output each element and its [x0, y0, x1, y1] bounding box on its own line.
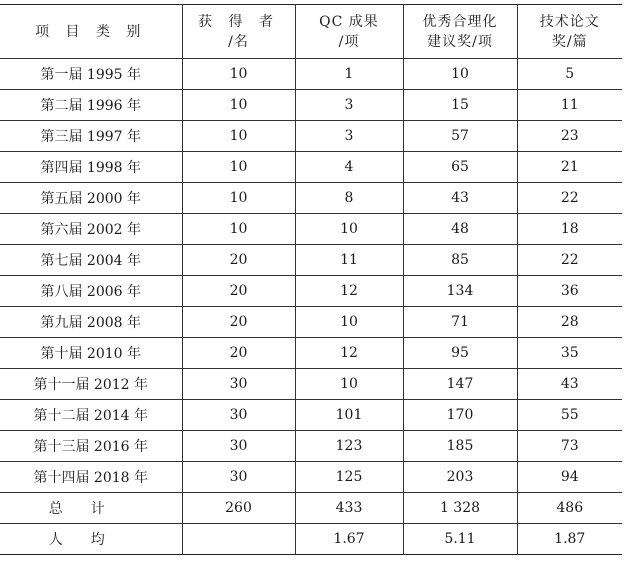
papers-cell: 23 [517, 121, 622, 152]
average-suggestions: 5.11 [403, 524, 517, 555]
header-suggestions [403, 5, 517, 59]
table-row [0, 307, 622, 338]
papers-cell: 55 [517, 400, 622, 431]
header-qc-line2: /项 [338, 33, 360, 50]
table-row [0, 338, 622, 369]
row-label: 第十届 2010 年 [0, 338, 182, 369]
papers-cell: 18 [517, 214, 622, 245]
average-row [0, 524, 622, 555]
table-row [0, 90, 622, 121]
qc-cell: 3 [295, 121, 403, 152]
table-row [0, 431, 622, 462]
row-label: 第十四届 2018 年 [0, 462, 182, 493]
total-suggestions: 1 328 [403, 493, 517, 524]
row-label: 第二届 1996 年 [0, 90, 182, 121]
row-label: 第十三届 2016 年 [0, 431, 182, 462]
winners-cell: 10 [182, 59, 295, 90]
table-row [0, 369, 622, 400]
average-papers: 1.87 [517, 524, 622, 555]
table-row [0, 121, 622, 152]
header-suggestions-line2: 建议奖/项 [427, 33, 493, 50]
suggestions-cell: 71 [403, 307, 517, 338]
row-label: 第三届 1997 年 [0, 121, 182, 152]
header-winners [182, 5, 295, 59]
papers-cell: 28 [517, 307, 622, 338]
winners-cell: 20 [182, 276, 295, 307]
row-label: 第四届 1998 年 [0, 152, 182, 183]
qc-cell: 101 [295, 400, 403, 431]
header-papers-line2: 奖/篇 [551, 33, 588, 50]
qc-cell: 3 [295, 90, 403, 121]
header-row [0, 5, 622, 59]
header-winners-line1: 获 得 者 [198, 13, 279, 30]
qc-cell: 123 [295, 431, 403, 462]
qc-cell: 125 [295, 462, 403, 493]
header-papers-line1: 技术论文 [539, 13, 600, 30]
papers-cell: 43 [517, 369, 622, 400]
suggestions-cell: 185 [403, 431, 517, 462]
winners-cell: 10 [182, 121, 295, 152]
winners-cell: 20 [182, 307, 295, 338]
row-label: 第五届 2000 年 [0, 183, 182, 214]
winners-cell: 10 [182, 214, 295, 245]
winners-cell: 10 [182, 183, 295, 214]
qc-cell: 10 [295, 307, 403, 338]
qc-cell: 1 [295, 59, 403, 90]
table-row [0, 245, 622, 276]
table-row [0, 214, 622, 245]
papers-cell: 22 [517, 245, 622, 276]
table-row [0, 183, 622, 214]
total-row [0, 493, 622, 524]
total-winners: 260 [182, 493, 295, 524]
winners-cell: 10 [182, 90, 295, 121]
suggestions-cell: 65 [403, 152, 517, 183]
suggestions-cell: 15 [403, 90, 517, 121]
header-qc [295, 5, 403, 59]
table-row [0, 400, 622, 431]
winners-cell: 20 [182, 245, 295, 276]
row-label: 第八届 2006 年 [0, 276, 182, 307]
header-suggestions-line1: 优秀合理化 [422, 13, 498, 30]
winners-cell: 30 [182, 400, 295, 431]
total-label: 总计 [0, 493, 182, 524]
papers-cell: 11 [517, 90, 622, 121]
qc-cell: 11 [295, 245, 403, 276]
row-label: 第十二届 2014 年 [0, 400, 182, 431]
table-row [0, 59, 622, 90]
papers-cell: 73 [517, 431, 622, 462]
suggestions-cell: 95 [403, 338, 517, 369]
suggestions-cell: 203 [403, 462, 517, 493]
row-label: 第六届 2002 年 [0, 214, 182, 245]
average-winners [182, 524, 295, 555]
table-header [0, 5, 622, 59]
papers-cell: 22 [517, 183, 622, 214]
papers-cell: 35 [517, 338, 622, 369]
winners-cell: 30 [182, 431, 295, 462]
average-qc: 1.67 [295, 524, 403, 555]
total-papers: 486 [517, 493, 622, 524]
header-category-label: 项 目 类 别 [35, 23, 147, 40]
total-qc: 433 [295, 493, 403, 524]
qc-cell: 12 [295, 276, 403, 307]
winners-cell: 10 [182, 152, 295, 183]
qc-cell: 4 [295, 152, 403, 183]
average-label: 人均 [0, 524, 182, 555]
row-label: 第七届 2004 年 [0, 245, 182, 276]
header-papers [517, 5, 622, 59]
papers-cell: 21 [517, 152, 622, 183]
suggestions-cell: 170 [403, 400, 517, 431]
qc-cell: 8 [295, 183, 403, 214]
winners-cell: 30 [182, 369, 295, 400]
suggestions-cell: 85 [403, 245, 517, 276]
winners-cell: 20 [182, 338, 295, 369]
suggestions-cell: 147 [403, 369, 517, 400]
suggestions-cell: 134 [403, 276, 517, 307]
suggestions-cell: 57 [403, 121, 517, 152]
awards-statistics-table [0, 4, 622, 555]
suggestions-cell: 10 [403, 59, 517, 90]
papers-cell: 94 [517, 462, 622, 493]
suggestions-cell: 48 [403, 214, 517, 245]
winners-cell: 30 [182, 462, 295, 493]
qc-cell: 10 [295, 214, 403, 245]
row-label: 第九届 2008 年 [0, 307, 182, 338]
row-label: 第十一届 2012 年 [0, 369, 182, 400]
table-row [0, 276, 622, 307]
papers-cell: 36 [517, 276, 622, 307]
table-body [0, 59, 622, 555]
header-qc-line1: QC 成果 [319, 13, 379, 30]
header-category [0, 5, 182, 59]
table-row [0, 462, 622, 493]
papers-cell: 5 [517, 59, 622, 90]
table-row [0, 152, 622, 183]
qc-cell: 10 [295, 369, 403, 400]
row-label: 第一届 1995 年 [0, 59, 182, 90]
header-winners-line2: /名 [228, 33, 249, 50]
suggestions-cell: 43 [403, 183, 517, 214]
qc-cell: 12 [295, 338, 403, 369]
